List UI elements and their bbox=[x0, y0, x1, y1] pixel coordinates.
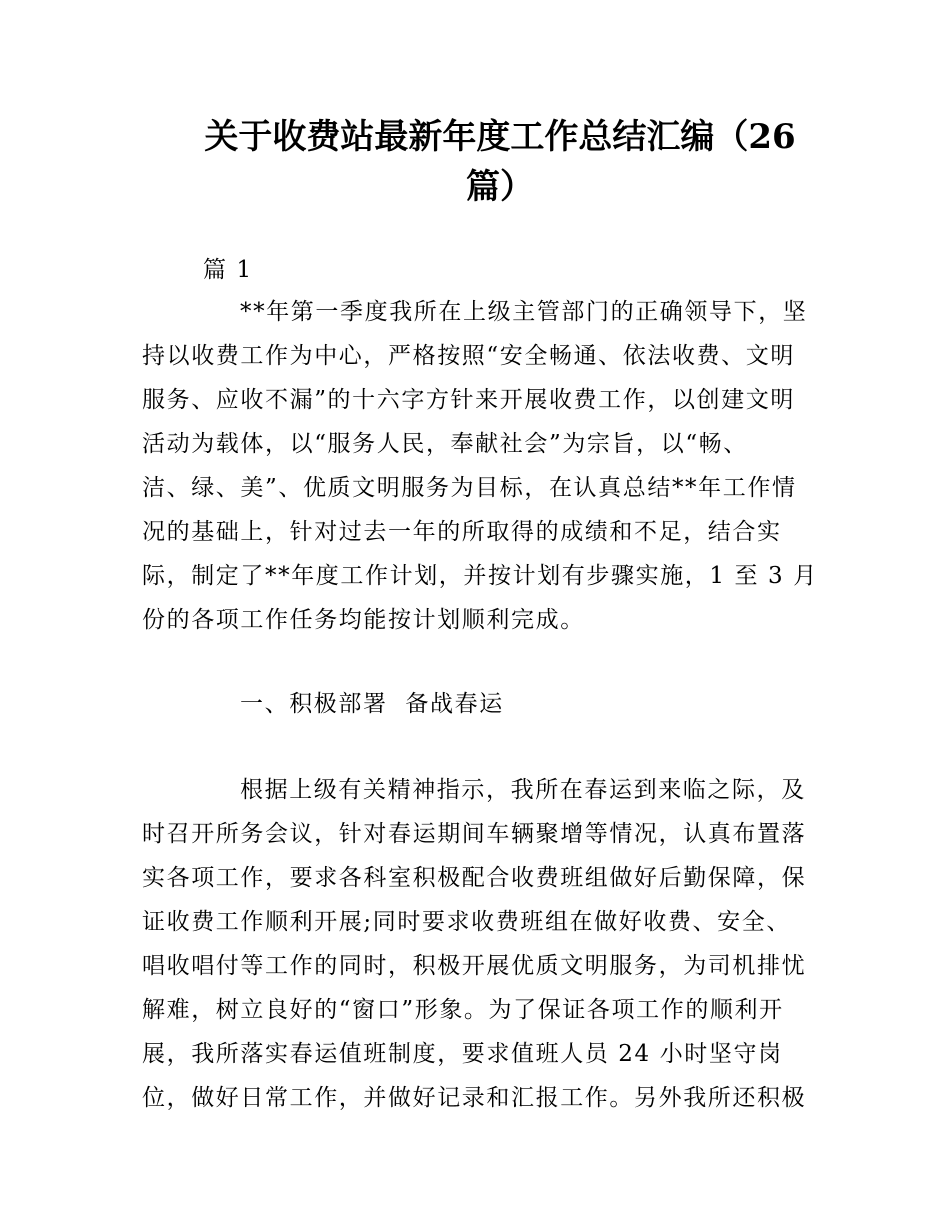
paragraph-line: 份的各项工作任务均能按计划顺利完成。 bbox=[142, 607, 585, 633]
paragraph-1 bbox=[142, 290, 822, 642]
paragraph-line: 位，做好日常工作，并做好记录和汇报工作。另外我所还积极 bbox=[142, 1085, 807, 1111]
title-line-1: 关于收费站最新年度工作总结汇编（26 bbox=[204, 117, 796, 157]
paragraph-line: **年第一季度我所在上级主管部门的正确领导下，坚 bbox=[240, 299, 808, 325]
paragraph-line: 活动为载体，以“服务人民，奉献社会”为宗旨，以“畅、 bbox=[142, 431, 748, 457]
paragraph-2 bbox=[142, 768, 822, 1120]
paragraph-line: 展，我所落实春运值班制度，要求值班人员 24 小时坚守岗 bbox=[142, 1041, 783, 1067]
section-label: 篇 1 bbox=[203, 257, 253, 283]
paragraph-line: 况的基础上，针对过去一年的所取得的成绩和不足，结合实 bbox=[142, 519, 782, 545]
paragraph-line: 服务、应收不漏”的十六字方针来开展收费工作，以创建文明 bbox=[142, 387, 795, 413]
paragraph-line: 解难，树立良好的“窗口”形象。为了保证各项工作的顺利开 bbox=[142, 997, 784, 1023]
paragraph-line: 际，制定了**年度工作计划，并按计划有步骤实施，1 至 3 月 bbox=[142, 563, 818, 589]
paragraph-line: 洁、绿、美”、优质文明服务为目标，在认真总结**年工作情 bbox=[142, 475, 797, 501]
paragraph-line: 实各项工作，要求各科室积极配合收费班组做好后勤保障，保 bbox=[142, 865, 807, 891]
paragraph-line: 唱收唱付等工作的同时，积极开展优质文明服务，为司机排忧 bbox=[142, 953, 807, 979]
document-title bbox=[200, 112, 800, 212]
paragraph-line: 根据上级有关精神指示，我所在春运到来临之际，及 bbox=[240, 777, 806, 803]
paragraph-line: 时召开所务会议，针对春运期间车辆聚增等情况，认真布置落 bbox=[142, 821, 807, 847]
paragraph-line: 证收费工作顺利开展;同时要求收费班组在做好收费、安全、 bbox=[142, 909, 791, 935]
title-line-2: 篇） bbox=[466, 167, 534, 207]
paragraph-line: 持以收费工作为中心，严格按照“安全畅通、依法收费、文明 bbox=[142, 343, 795, 369]
section-heading-1: 一、积极部署 备战春运 bbox=[240, 691, 504, 717]
